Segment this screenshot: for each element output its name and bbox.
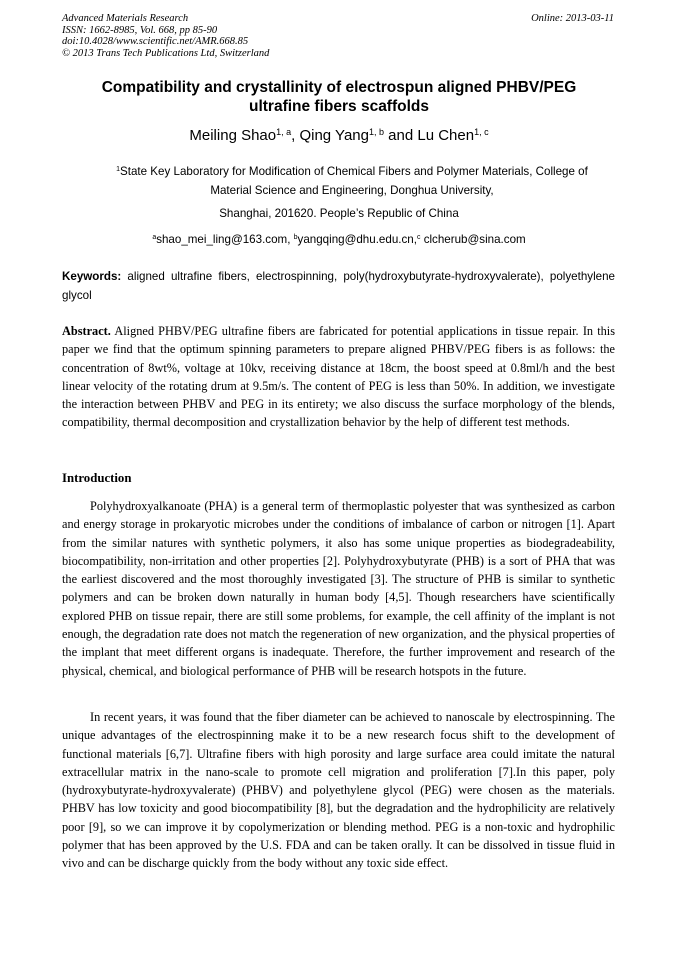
- author-list: Meiling Shao$^{1, a}$, Qing Yang$^{1, b}$ and Lu Chen$^{1, c}$: [189, 127, 489, 144]
- author-name: Meiling Shao: [189, 127, 277, 144]
- email-superscript: c: [416, 234, 421, 242]
- author-conjunction: and: [388, 127, 414, 144]
- journal-header: [62, 13, 269, 59]
- affiliation-text: State Key Laboratory for Modification of Chemical Fibers and Polymer Materials, College of: [120, 165, 588, 178]
- affiliation: [90, 163, 614, 200]
- title-line-2: ultrafine fibers scaffolds: [248, 97, 429, 115]
- online-date: Online: 2013-03-11: [531, 13, 614, 24]
- author-name: Lu Chen: [417, 127, 475, 144]
- abstract-section: [62, 322, 615, 432]
- title-line-1: Compatibility and crystallinity of electrospun aligned PHBV/PEG: [101, 79, 577, 96]
- affiliation-line-2: Material Science and Engineering, Donghua University,: [210, 183, 494, 197]
- abstract-text: Aligned PHBV/PEG ultrafine fibers are fabricated for potential applications in tissue repair. In this paper we find that the optimum spinning parameters to prepare aligned PHBV/PEG fibers is as follows: the concentration of 8wt%, voltage at 10kv, receiving distance at 18cm, the boost speed at 0.8ml/h and the best linear velocity of the rotating drum at 9.5m/s. The content of PEG is less than 50%. In addition, we investigate the interaction between PHBV and PEG in its entirety; we also discuss the surface morphology of the blends, compatibility, thermal decomposition and crystallization behavior by the help of different test methods.: [62, 324, 616, 430]
- author-superscript: 1, a: [276, 127, 292, 138]
- email-superscript: b: [293, 234, 298, 242]
- introduction-heading: Introduction: [62, 471, 132, 485]
- introduction-paragraph-2: In recent years, it was found that the fiber diameter can be achieved to nanoscale by electrospinning. The unique advantages of the electrospinning make it to be a new research focus shift to the development of functional materials [6,7]. Ultrafine fibers with high porosity and large surface area could imitate the natural extracellular matrix in the nano-scale to promote cell migration and proliferation [7].In this paper, poly (hydroxybutyrate-hydroxyvalerate) (PHBV) and polyethylene glycol (PEG) were chosen as the materials. PHBV has low toxicity and good biocompatibility [8], but the degradation and the hydrophilicity are relatively poor [9], so we can improve it by copolymerization or blending method. PEG is a non-toxic and hydrophilic polymer that has been approved by the U.S. FDA and can be taken orally. It can be dissolved in tissue fluid in vivo and can be discharge quickly from the body without any toxic side effect.: [62, 710, 615, 871]
- author-superscript: 1, c: [474, 127, 489, 138]
- affiliation-line-1: [90, 163, 614, 182]
- introduction-paragraph-1: Polyhydroxyalkanoate (PHA) is a general term of thermoplastic polyester that was synthesized as carbon and energy storage in prokaryotic microbes under the conditions of imbalance of carbon or nitrogen [1]. Apart from the similar natures with synthetic polymers, it also has some unique properties as biodegradeability, biocompatibility, non-irritation and other properties [2]. Polyhydroxybutyrate (PHB) is a sort of PHA that was the earliest discovered and the most thoroughly investigated [3]. The structure of PHB is similar to synthetic polymers and can be broken down naturally in human body [4,5]. Though researchers have scientifically explored PHB on tissue repair, there are still some problems, for example, the cell affinity of the implant is not enough, the degradation rate does not match the regeneration of new organization, and the physical properties of the implant that meet different organs is inadequate. Therefore, the further improvement and research of the physical, chemical, and biological performance of PHB will be research hotspots in the future.: [62, 499, 615, 678]
- author-emails: [62, 232, 616, 248]
- email-superscript: a: [152, 234, 157, 242]
- journal-copyright: © 2013 Trans Tech Publications Ltd, Switzerland: [62, 47, 270, 59]
- keywords-text: aligned ultrafine fibers, electrospinning, poly(hydroxybutyrate-hydroxyvalerate), polyethylene glycol: [62, 270, 615, 302]
- keywords-label: Keywords:: [62, 270, 122, 283]
- affiliation-city: Shanghai, 201620. People’s Republic of China: [219, 207, 459, 220]
- email-link[interactable]: yangqing@dhu.edu.cn,: [297, 233, 417, 246]
- journal-name: Advanced Materials Research: [62, 13, 189, 24]
- paper-title: [62, 79, 616, 116]
- journal-doi: doi:10.4028/www.scientific.net/AMR.668.85: [62, 36, 249, 47]
- journal-issn: ISSN: 1662-8985, Vol. 668, pp 85-90: [62, 24, 218, 36]
- keywords-section: [62, 268, 615, 305]
- email-link[interactable]: clcherub@sina.com: [423, 233, 526, 246]
- author-superscript: 1, b: [368, 127, 384, 138]
- author-name: Qing Yang: [299, 127, 369, 144]
- email-link[interactable]: shao_mei_ling@163.com,: [156, 233, 291, 246]
- abstract-label: Abstract.: [62, 324, 111, 338]
- affiliation-superscript: 1: [116, 166, 121, 174]
